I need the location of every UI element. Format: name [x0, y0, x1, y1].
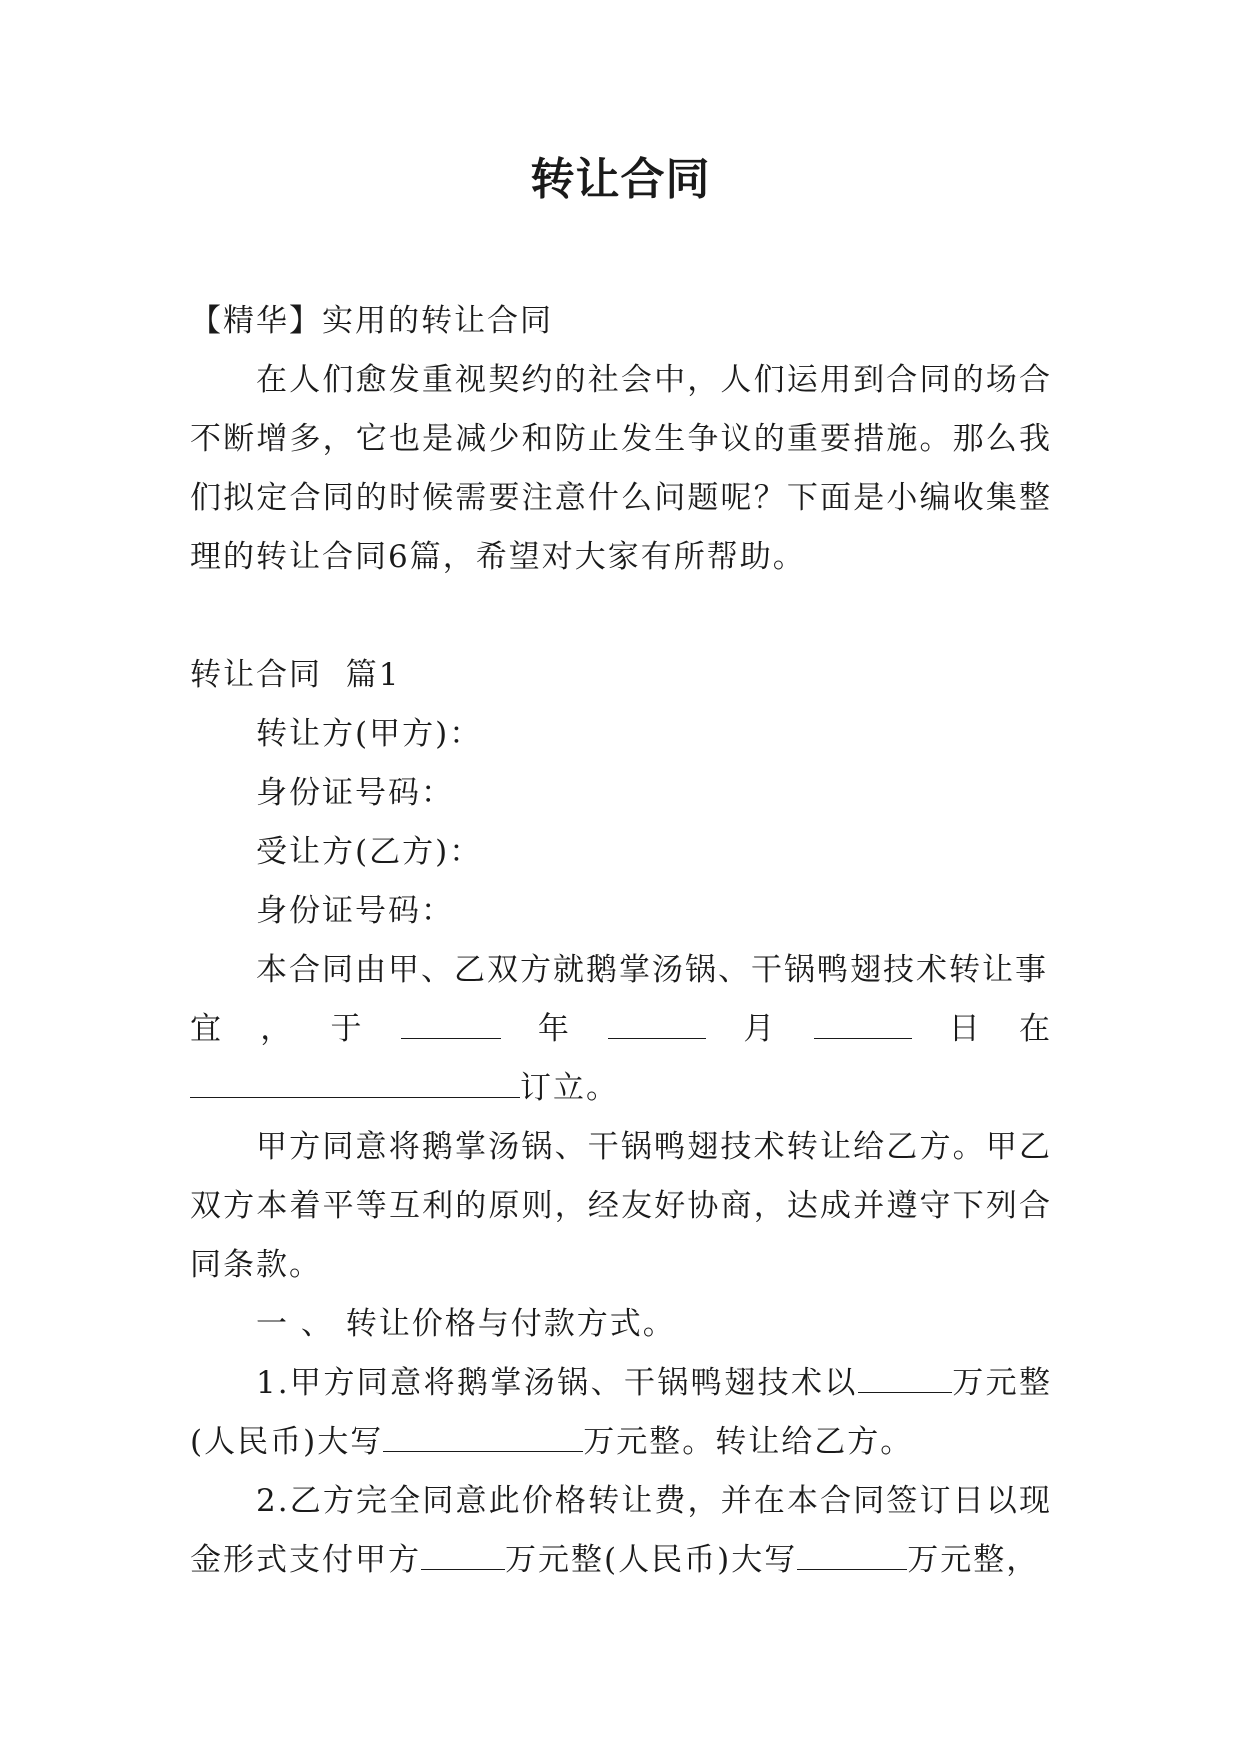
party-a-label: 转让方(甲方)：: [256, 716, 483, 752]
item2: [190, 1472, 1052, 1590]
item2-text-a: 2.乙方完全同意此价格转让费，并在本合同签订日以现金形式支付甲方: [190, 1483, 1052, 1578]
amount-words-blank-1: [383, 1425, 583, 1452]
para1-word: 在: [1018, 1011, 1052, 1047]
document-subtitle: 【精华】实用的转让合同: [190, 303, 553, 339]
id-number-b-label: 身份证号码：: [256, 893, 454, 929]
intro-paragraph: 在人们愈发重视契约的社会中，人们运用到合同的场合不断增多，它也是减少和防止发生争议的重要措施。那么我们拟定合同的时候需要注意什么问题呢？下面是小编收集整理的转让合同6篇，希望对大家有所帮助。: [190, 362, 1052, 575]
item1-text-a: 1.甲方同意将鹅掌汤锅、干锅鸭翅技术以: [256, 1365, 858, 1401]
para2: 甲方同意将鹅掌汤锅、干锅鸭翅技术转让给乙方。甲乙双方本着平等互利的原则，经友好协商，达成并遵守下列合同条款。: [190, 1129, 1052, 1283]
para1-word: 于: [330, 1011, 364, 1047]
para1-end: 订立。: [520, 1070, 619, 1106]
id-number-a-label: 身份证号码：: [256, 775, 454, 811]
section-heading: 转让合同 篇1: [190, 657, 401, 693]
month-blank: [608, 1012, 706, 1039]
day-blank: [814, 1012, 912, 1039]
para1-word: 日: [948, 1011, 982, 1047]
item1-text-c: 万元整。转让给乙方。: [583, 1424, 914, 1460]
amount-blank-2: [421, 1543, 505, 1570]
location-blank: [190, 1071, 520, 1098]
party-b-label: 受让方(乙方)：: [256, 834, 483, 870]
amount-blank-1: [858, 1366, 952, 1393]
document-title: 转让合同: [530, 154, 711, 205]
clause1-heading: 一 、 转让价格与付款方式。: [256, 1306, 676, 1342]
amount-words-blank-2: [797, 1543, 907, 1570]
para1-date-line: [190, 1000, 1052, 1059]
item1-text-b: 万元整(人民币)大写: [190, 1365, 1052, 1460]
para1-line3: [190, 1059, 1052, 1118]
item2-text-b: 万元整(人民币)大写: [505, 1542, 798, 1578]
para1-word: 宜: [190, 1011, 223, 1047]
year-blank: [401, 1012, 501, 1039]
para1-word: 年: [537, 1011, 571, 1047]
document-body: [190, 292, 1052, 1590]
para1-word: ，: [260, 1011, 294, 1047]
para1-line1: 本合同由甲、乙双方就鹅掌汤锅、干锅鸭翅技术转让事: [256, 952, 1048, 988]
para1-word: 月: [743, 1011, 777, 1047]
item1: [190, 1354, 1052, 1472]
item2-text-c: 万元整，: [907, 1542, 1040, 1578]
